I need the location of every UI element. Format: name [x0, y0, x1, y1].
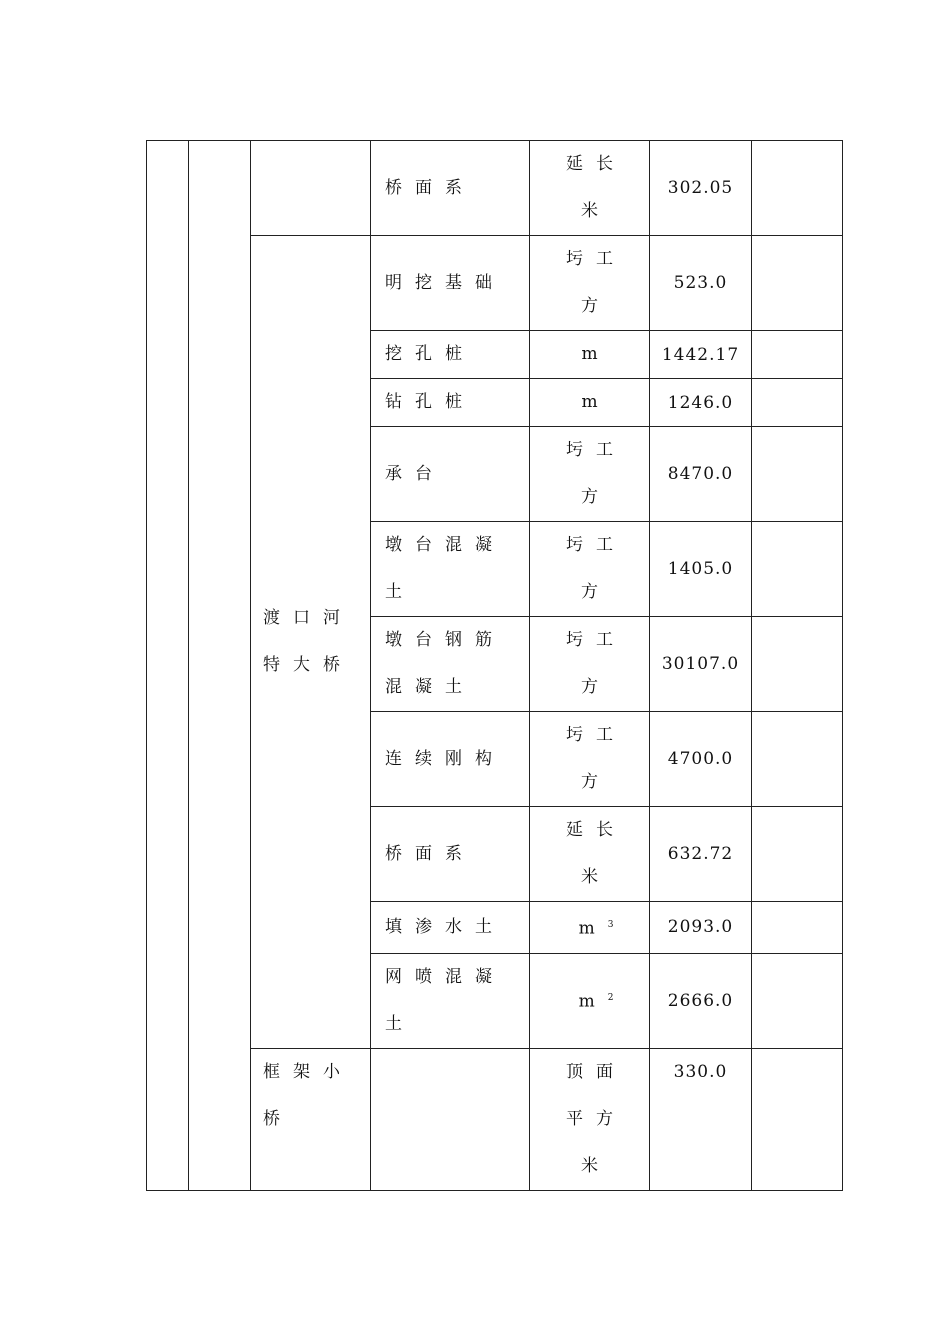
item-cell: [371, 379, 530, 427]
unit-line: m: [581, 344, 611, 364]
remark-cell: [752, 1048, 843, 1190]
unit-cell: [530, 331, 650, 379]
group-cell: [251, 236, 371, 1049]
group-cell: [251, 141, 371, 236]
remark-cell: [752, 141, 843, 236]
unit-line: 方: [581, 677, 611, 697]
unit-line: 圬工: [566, 249, 626, 269]
quantity-cell: 302.05: [650, 141, 752, 236]
item-cell: [371, 902, 530, 954]
item-line: 土: [385, 582, 415, 602]
table-row: [147, 236, 843, 331]
item-cell: [371, 141, 530, 236]
item-label: 填渗水土: [385, 916, 505, 937]
item-label: 承台: [385, 463, 445, 484]
unit-line: 米: [581, 201, 611, 221]
unit-line: 方: [581, 772, 611, 792]
unit-line: 方: [581, 582, 611, 602]
unit-cell: [530, 379, 650, 427]
quantity-cell: 330.0: [650, 1048, 752, 1190]
item-cell: [371, 712, 530, 807]
unit-cell: [530, 617, 650, 712]
unit-base: m: [578, 991, 608, 1012]
unit-cell: [530, 427, 650, 522]
group-line: 框架小: [263, 1061, 353, 1082]
remark-cell: [752, 379, 843, 427]
table-row: [147, 141, 843, 236]
quantity-cell: 2093.0: [650, 902, 752, 954]
remark-cell: [752, 522, 843, 617]
quantity-cell: 4700.0: [650, 712, 752, 807]
unit-cell: [530, 902, 650, 954]
remark-cell: [752, 427, 843, 522]
quantity-cell: 632.72: [650, 807, 752, 902]
quantity-cell: 30107.0: [650, 617, 752, 712]
group-line: 桥: [263, 1108, 293, 1129]
index-cell: [147, 141, 189, 1191]
unit-line: 延长: [566, 820, 626, 840]
unit-cell: [530, 807, 650, 902]
unit-cell: [530, 712, 650, 807]
item-cell: [371, 236, 530, 331]
item-line: 墩台钢筋: [385, 630, 505, 650]
unit-line: 方: [581, 487, 611, 507]
unit-line: 圬工: [566, 725, 626, 745]
unit-line: 米: [581, 1155, 611, 1176]
item-line: 墩台混凝: [385, 535, 505, 555]
item-cell: [371, 427, 530, 522]
remark-cell: [752, 902, 843, 954]
quantity-cell: 1442.17: [650, 331, 752, 379]
unit-line: 圬工: [566, 440, 626, 460]
unit-cell: [530, 236, 650, 331]
item-cell: [371, 617, 530, 712]
unit-cell: [530, 1048, 650, 1190]
remark-cell: [752, 953, 843, 1048]
quantity-cell: 1405.0: [650, 522, 752, 617]
item-label: 桥面系: [385, 177, 475, 198]
unit-line: 米: [581, 867, 611, 887]
item-label: 明挖基础: [385, 272, 505, 293]
unit-cell: [530, 141, 650, 236]
category-cell: [189, 141, 251, 1191]
quantity-cell: 2666.0: [650, 953, 752, 1048]
unit-line: 顶面: [566, 1061, 626, 1082]
item-cell: [371, 953, 530, 1048]
table-row: [147, 1048, 843, 1190]
remark-cell: [752, 617, 843, 712]
item-label: 桥面系: [385, 843, 475, 864]
item-label: 连续刚构: [385, 748, 505, 769]
group-line: 渡口河: [263, 607, 353, 628]
item-cell: [371, 1048, 530, 1190]
unit-line: 平方: [566, 1108, 626, 1129]
unit-cell: [530, 522, 650, 617]
remark-cell: [752, 331, 843, 379]
item-cell: [371, 331, 530, 379]
group-line: 特大桥: [263, 654, 353, 675]
unit-superscript: 3: [607, 920, 614, 930]
unit-line: 方: [581, 296, 611, 316]
item-line: 网喷混凝: [385, 966, 505, 987]
quantity-table: [146, 140, 843, 1191]
unit-line: 延长: [566, 154, 626, 174]
quantity-cell: 523.0: [650, 236, 752, 331]
remark-cell: [752, 712, 843, 807]
unit-line: m: [581, 392, 611, 412]
item-cell: [371, 522, 530, 617]
unit-base: m: [578, 918, 608, 939]
item-label: 挖孔桩: [385, 344, 475, 364]
item-line: 土: [385, 1013, 415, 1034]
quantity-cell: 1246.0: [650, 379, 752, 427]
unit-superscript: 2: [607, 993, 614, 1004]
unit-line: 圬工: [566, 535, 626, 555]
unit-cell: [530, 953, 650, 1048]
item-line: 混凝土: [385, 677, 475, 697]
item-label: 钻孔桩: [385, 392, 475, 412]
unit-line: 圬工: [566, 630, 626, 650]
group-cell: [251, 1048, 371, 1190]
item-cell: [371, 807, 530, 902]
quantity-cell: 8470.0: [650, 427, 752, 522]
remark-cell: [752, 807, 843, 902]
remark-cell: [752, 236, 843, 331]
